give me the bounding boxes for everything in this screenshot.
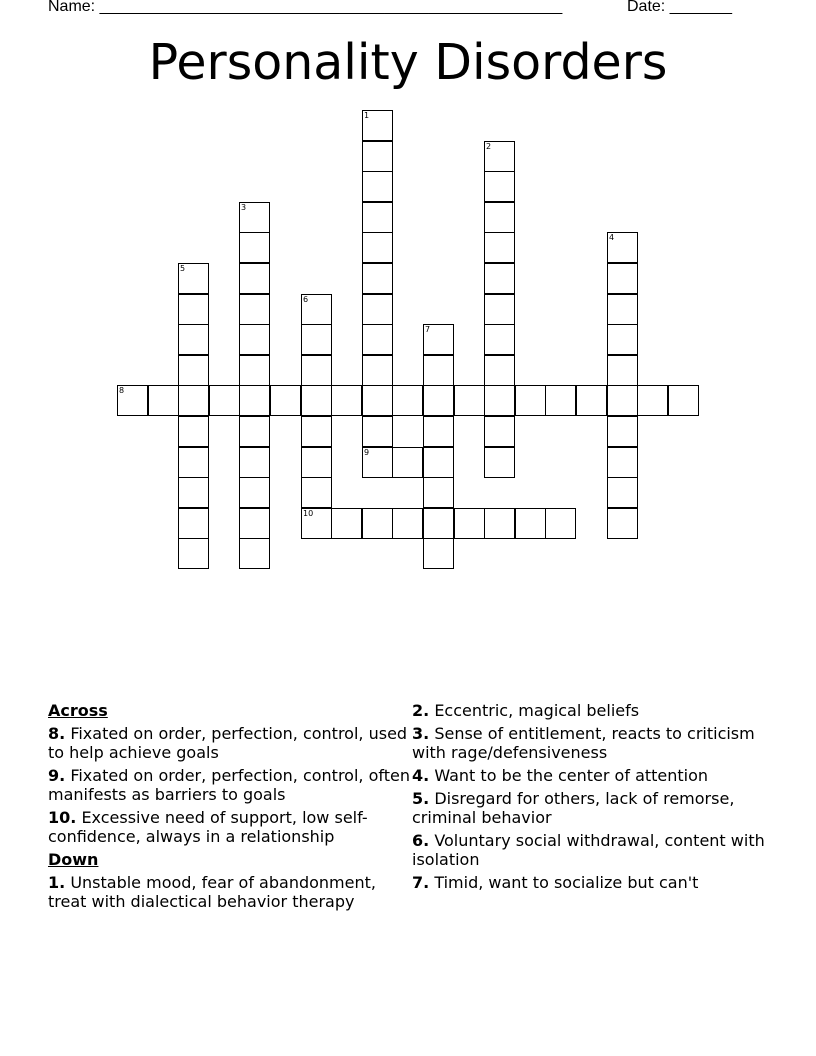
crossword-cell[interactable] xyxy=(301,355,332,386)
clue-number: 7. xyxy=(412,873,430,892)
crossword-cell[interactable] xyxy=(668,385,699,416)
crossword-cell[interactable] xyxy=(423,355,454,386)
crossword-cell[interactable] xyxy=(423,416,454,447)
clue-down-3 xyxy=(412,724,768,762)
clue-down-6 xyxy=(412,831,768,869)
clue-text: Disregard for others, lack of remorse, criminal behavior xyxy=(412,789,735,827)
crossword-cell[interactable] xyxy=(484,141,515,172)
clue-text: Excessive need of support, low self-confidence, always in a relationship xyxy=(48,808,368,846)
crossword-cell[interactable] xyxy=(637,385,668,416)
clue-down-7 xyxy=(412,873,768,892)
crossword-cell[interactable] xyxy=(178,385,209,416)
crossword-cell[interactable] xyxy=(362,324,393,355)
clue-number: 10. xyxy=(48,808,77,827)
clue-down-1 xyxy=(48,873,410,911)
crossword-cell[interactable] xyxy=(301,294,332,325)
clue-number: 9. xyxy=(48,766,66,785)
clue-number-label: 1 xyxy=(364,111,370,120)
crossword-cell[interactable] xyxy=(301,447,332,478)
crossword-cell[interactable] xyxy=(484,447,515,478)
crossword-cell[interactable] xyxy=(239,508,270,539)
crossword-cell[interactable] xyxy=(607,508,638,539)
crossword-cell[interactable] xyxy=(178,324,209,355)
crossword-cell[interactable] xyxy=(392,447,423,478)
crossword-cell[interactable] xyxy=(239,385,270,416)
crossword-cell[interactable] xyxy=(178,508,209,539)
clue-number-label: 9 xyxy=(364,448,370,457)
crossword-cell[interactable] xyxy=(362,294,393,325)
down-heading: Down xyxy=(48,850,99,869)
crossword-cell[interactable] xyxy=(239,263,270,294)
crossword-cell[interactable] xyxy=(178,416,209,447)
clue-text: Timid, want to socialize but can't xyxy=(434,873,699,892)
crossword-cell[interactable] xyxy=(362,508,393,539)
clue-number-label: 4 xyxy=(609,233,615,242)
clue-number-label: 10 xyxy=(303,509,314,518)
crossword-cell[interactable] xyxy=(484,202,515,233)
crossword-cell[interactable] xyxy=(362,447,393,478)
name-field[interactable]: Name: ____________________________________________________ xyxy=(48,0,563,15)
clue-number: 5. xyxy=(412,789,430,808)
crossword-cell[interactable] xyxy=(301,477,332,508)
crossword-cell[interactable] xyxy=(484,263,515,294)
clue-down-2 xyxy=(412,701,768,720)
crossword-cell[interactable] xyxy=(484,232,515,263)
clue-text: Sense of entitlement, reacts to criticism with rage/defensiveness xyxy=(412,724,755,762)
clue-number: 1. xyxy=(48,873,66,892)
crossword-cell[interactable] xyxy=(423,324,454,355)
crossword-cell[interactable] xyxy=(423,508,454,539)
crossword-cell[interactable] xyxy=(301,416,332,447)
crossword-cell[interactable] xyxy=(515,508,546,539)
crossword-cell[interactable] xyxy=(576,385,607,416)
crossword-cell[interactable] xyxy=(239,324,270,355)
crossword-cell[interactable] xyxy=(301,324,332,355)
clue-across-10 xyxy=(48,808,410,846)
crossword-cell[interactable] xyxy=(301,385,332,416)
crossword-cell[interactable] xyxy=(362,110,393,141)
crossword-cell[interactable] xyxy=(178,477,209,508)
crossword-cell[interactable] xyxy=(362,263,393,294)
crossword-cell[interactable] xyxy=(239,538,270,569)
crossword-cell[interactable] xyxy=(607,355,638,386)
clue-number-label: 2 xyxy=(486,142,492,151)
crossword-cell[interactable] xyxy=(362,385,393,416)
crossword-cell[interactable] xyxy=(239,447,270,478)
clue-text: Unstable mood, fear of abandonment, treat with dialectical behavior therapy xyxy=(48,873,376,911)
crossword-cell[interactable] xyxy=(362,355,393,386)
clue-text: Fixated on order, perfection, control, often manifests as barriers to goals xyxy=(48,766,410,804)
clue-down-5 xyxy=(412,789,768,827)
crossword-cell[interactable] xyxy=(362,141,393,172)
crossword-cell[interactable] xyxy=(454,508,485,539)
crossword-cell[interactable] xyxy=(607,232,638,263)
crossword-cell[interactable] xyxy=(392,508,423,539)
crossword-cell[interactable] xyxy=(423,477,454,508)
clue-across-8 xyxy=(48,724,410,762)
crossword-cell[interactable] xyxy=(117,385,148,416)
crossword-cell[interactable] xyxy=(484,416,515,447)
crossword-cell[interactable] xyxy=(239,416,270,447)
clue-number: 6. xyxy=(412,831,430,850)
crossword-cell[interactable] xyxy=(178,263,209,294)
crossword-cell[interactable] xyxy=(607,447,638,478)
clue-number-label: 5 xyxy=(180,264,186,273)
clue-number: 3. xyxy=(412,724,430,743)
crossword-cell[interactable] xyxy=(515,385,546,416)
crossword-cell[interactable] xyxy=(484,294,515,325)
crossword-cell[interactable] xyxy=(607,385,638,416)
crossword-cell[interactable] xyxy=(545,508,576,539)
crossword-cell[interactable] xyxy=(392,385,423,416)
clue-text: Want to be the center of attention xyxy=(434,766,709,785)
crossword-cell[interactable] xyxy=(484,171,515,202)
crossword-cell[interactable] xyxy=(178,538,209,569)
crossword-cell[interactable] xyxy=(607,294,638,325)
crossword-cell[interactable] xyxy=(178,294,209,325)
clue-number-label: 3 xyxy=(241,203,247,212)
crossword-cell[interactable] xyxy=(301,508,332,539)
clue-number-label: 6 xyxy=(303,295,309,304)
crossword-cell[interactable] xyxy=(178,355,209,386)
clue-across-9 xyxy=(48,766,410,804)
crossword-cell[interactable] xyxy=(362,171,393,202)
clue-text: Fixated on order, perfection, control, used to help achieve goals xyxy=(48,724,408,762)
crossword-cell[interactable] xyxy=(607,324,638,355)
crossword-cell[interactable] xyxy=(362,416,393,447)
crossword-cell[interactable] xyxy=(607,477,638,508)
clue-number-label: 8 xyxy=(119,386,125,395)
crossword-cell[interactable] xyxy=(270,385,301,416)
crossword-cell[interactable] xyxy=(484,355,515,386)
clues-left-column xyxy=(48,701,410,915)
clues-right-column xyxy=(412,701,768,896)
crossword-cell[interactable] xyxy=(239,232,270,263)
crossword-cell[interactable] xyxy=(239,202,270,233)
crossword-cell[interactable] xyxy=(239,355,270,386)
crossword-cell[interactable] xyxy=(362,232,393,263)
page-title: Personality Disorders xyxy=(148,34,668,91)
crossword-cell[interactable] xyxy=(423,447,454,478)
clue-number: 4. xyxy=(412,766,430,785)
clue-text: Eccentric, magical beliefs xyxy=(434,701,640,720)
clue-down-4 xyxy=(412,766,768,785)
crossword-cell[interactable] xyxy=(239,477,270,508)
crossword-cell[interactable] xyxy=(484,324,515,355)
crossword-cell[interactable] xyxy=(607,263,638,294)
crossword-cell[interactable] xyxy=(148,385,179,416)
clue-number: 2. xyxy=(412,701,430,720)
crossword-cell[interactable] xyxy=(484,508,515,539)
crossword-cell[interactable] xyxy=(545,385,576,416)
crossword-cell[interactable] xyxy=(239,294,270,325)
crossword-cell[interactable] xyxy=(607,416,638,447)
crossword-cell[interactable] xyxy=(423,538,454,569)
clue-text: Voluntary social withdrawal, content with isolation xyxy=(412,831,765,869)
crossword-cell[interactable] xyxy=(423,385,454,416)
clue-number: 8. xyxy=(48,724,66,743)
crossword-cell[interactable] xyxy=(484,385,515,416)
crossword-cell[interactable] xyxy=(362,202,393,233)
crossword-cell[interactable] xyxy=(454,385,485,416)
crossword-cell[interactable] xyxy=(331,508,362,539)
across-heading: Across xyxy=(48,701,108,720)
crossword-cell[interactable] xyxy=(178,447,209,478)
crossword-cell[interactable] xyxy=(209,385,240,416)
date-field[interactable]: Date: _______ xyxy=(627,0,732,15)
crossword-cell[interactable] xyxy=(331,385,362,416)
clue-number-label: 7 xyxy=(425,325,431,334)
